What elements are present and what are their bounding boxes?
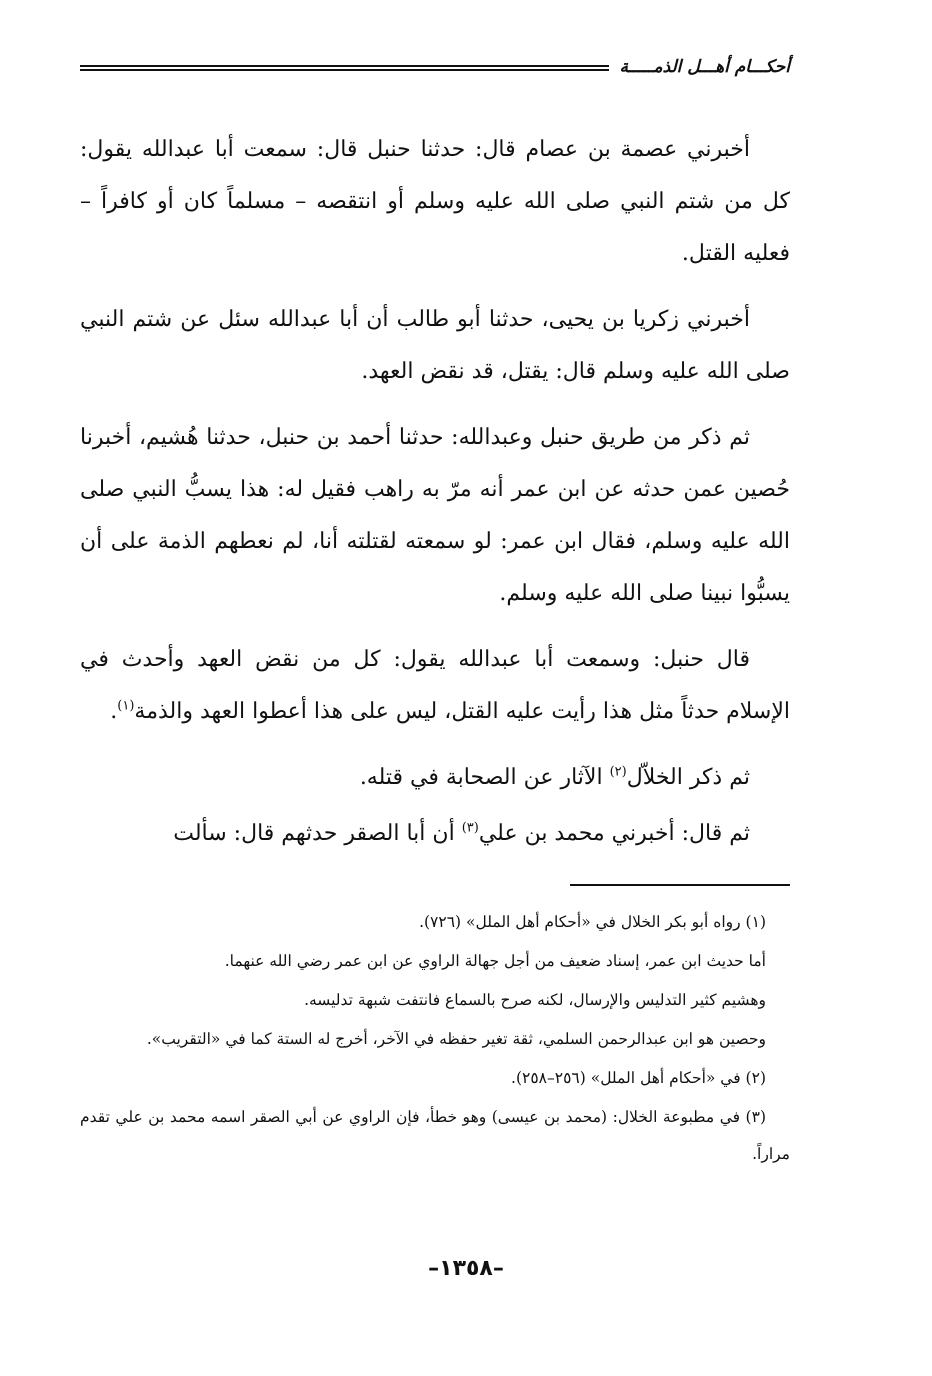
footnote-1-line-a: (١) رواه أبو بكر الخلال في «أحكام أهل الملل» (٧٢٦). [419, 913, 766, 931]
footnote-ref-1[interactable]: (١) [117, 698, 135, 714]
main-text [80, 124, 790, 860]
footnote-2: (٢) في «أحكام أهل الملل» (٢٥٦–٢٥٨). [511, 1069, 766, 1087]
paragraph-2: أخبرني زكريا بن يحيى، حدثنا أبو طالب أن أبا عبدالله سئل عن شتم النبي صلى الله عليه وسلم قال: يقتل، قد نقض العهد. [80, 307, 790, 384]
paragraph-4-end: . [110, 699, 118, 724]
page-number: –١٣٥٨– [428, 1256, 504, 1281]
running-header [80, 50, 790, 84]
footnote-1-line-b: أما حديث ابن عمر، إسناد ضعيف من أجل جهالة الراوي عن ابن عمر رضي الله عنهما. [224, 952, 766, 970]
footnote-3: (٣) في مطبوعة الخلال: (محمد بن عيسى) وهو خطأ، فإن الراوي عن أبي الصقر اسمه محمد بن علي تقدم مراراً. [80, 1108, 790, 1163]
footnote-ref-2[interactable]: (٢) [609, 764, 627, 780]
footnote-separator [570, 884, 790, 886]
paragraph-6-text-a: ثم قال: أخبرني محمد بن علي [478, 821, 750, 846]
paragraph-4 [80, 634, 790, 738]
running-title: أحكـــام أهـــل الذمـــــة [619, 57, 790, 77]
paragraph-5-text-a: ثم ذكر الخلاّل [626, 765, 750, 790]
footnotes [80, 904, 790, 1173]
paragraph-5-text-b: الآثار عن الصحابة في قتله. [359, 765, 610, 790]
paragraph-6-text-b: أن أبا الصقر حدثهم قال: سألت [173, 821, 462, 846]
footnote-ref-3[interactable]: (٣) [461, 820, 479, 836]
footnote-1-line-c: وهشيم كثير التدليس والإرسال، لكنه صرح بالسماع فانتفت شبهة تدليسه. [304, 991, 766, 1009]
paragraph-6 [80, 808, 790, 860]
paragraph-4-text: قال حنبل: وسمعت أبا عبدالله يقول: كل من نقض العهد وأحدث في الإسلام حدثاً مثل هذا رأيت عليه القتل، ليس على هذا أعطوا العهد والذمة [80, 647, 790, 724]
paragraph-1: أخبرني عصمة بن عصام قال: حدثنا حنبل قال: سمعت أبا عبدالله يقول: كل من شتم النبي صلى الله عليه وسلم أو انتقصه – مسلماً كان أو كافراً – فعليه القتل. [80, 137, 790, 266]
footnote-1-line-d: وحصين هو ابن عبدالرحمن السلمي، ثقة تغير حفظه في الآخر، أخرج له الستة كما في «التقريب». [146, 1030, 766, 1048]
paragraph-3: ثم ذكر من طريق حنبل وعبدالله: حدثنا أحمد بن حنبل، حدثنا هُشيم، أخبرنا حُصين عمن حدثه عن ابن عمر أنه مرّ به راهب فقيل له: هذا يسبُّ النبي صلى الله عليه وسلم، فقال ابن عمر: لو سمعته لقتلته أنا، لم نعطهم الذمة على أن يسبُّوا نبينا صلى الله عليه وسلم. [80, 425, 790, 606]
paragraph-5 [80, 752, 790, 804]
header-double-rule [80, 65, 609, 71]
